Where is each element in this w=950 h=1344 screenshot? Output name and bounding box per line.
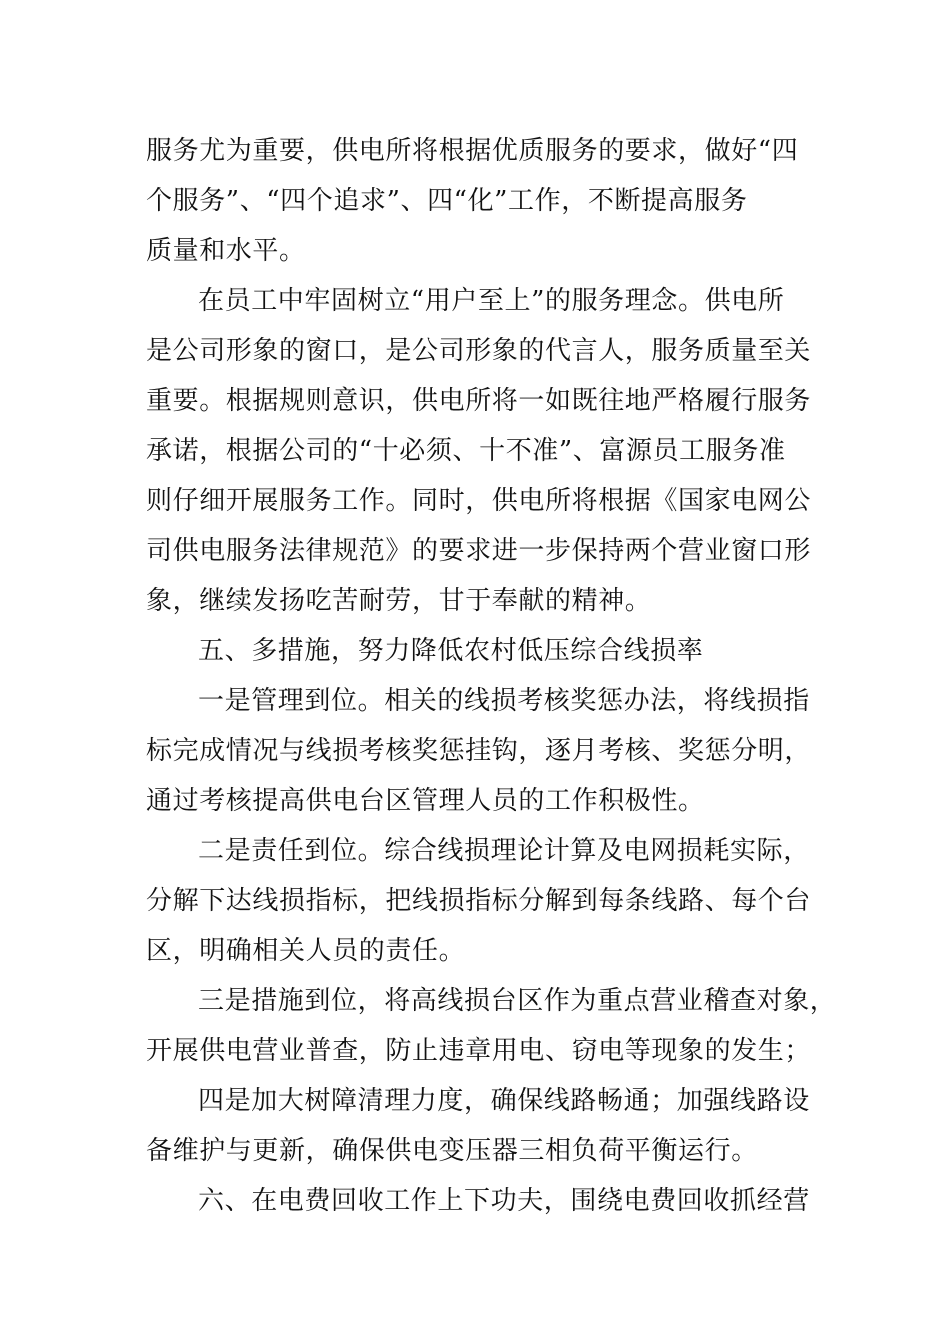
paragraph-line: 服务尤为重要，供电所将根据优质服务的要求，做好“四: [146, 136, 799, 166]
paragraph-line: 质量和水平。: [146, 236, 306, 266]
paragraph-line: 区，明确相关人员的责任。: [146, 936, 466, 966]
paragraph-line: 象，继续发扬吃苦耐劳，甘于奉献的精神。: [146, 586, 652, 616]
paragraph-line: 备维护与更新，确保供电变压器三相负荷平衡运行。: [146, 1136, 758, 1166]
paragraph-line: 标完成情况与线损考核奖惩挂钩，逐月考核、奖惩分明，: [146, 736, 812, 766]
paragraph-line: 司供电服务法律规范》的要求进一步保持两个营业窗口形: [146, 536, 812, 566]
section-heading: 五、多措施，努力降低农村低压综合线损率: [198, 636, 704, 666]
paragraph-line: 四是加大树障清理力度，确保线路畅通；加强线路设: [198, 1086, 810, 1116]
paragraph-line: 开展供电营业普查，防止违章用电、窃电等现象的发生；: [146, 1036, 812, 1066]
paragraph-line: 是公司形象的窗口，是公司形象的代言人，服务质量至关: [146, 336, 812, 366]
paragraph-line: 个服务”、“四个追求”、四“化”工作，不断提高服务: [146, 186, 748, 216]
paragraph-line: 重要。根据规则意识，供电所将一如既往地严格履行服务: [146, 386, 812, 416]
paragraph-line: 一是管理到位。相关的线损考核奖惩办法，将线损指: [198, 686, 810, 716]
paragraph-line: 三是措施到位，将高线损台区作为重点营业稽查对象，: [198, 986, 837, 1016]
paragraph-line: 二是责任到位。综合线损理论计算及电网损耗实际，: [198, 836, 810, 866]
paragraph-line: 承诺，根据公司的“十必须、十不准”、富源员工服务准: [146, 436, 786, 466]
section-heading: 六、在电费回收工作上下功夫，围绕电费回收抓经营: [198, 1186, 810, 1216]
paragraph-line: 分解下达线损指标，把线损指标分解到每条线路、每个台: [146, 886, 812, 916]
paragraph-line: 在员工中牢固树立“用户至上”的服务理念。供电所: [198, 286, 785, 316]
paragraph-line: 则仔细开展服务工作。同时，供电所将根据《国家电网公: [146, 486, 812, 516]
document-body: [146, 126, 837, 1226]
paragraph-line: 通过考核提高供电台区管理人员的工作积极性。: [146, 786, 705, 816]
